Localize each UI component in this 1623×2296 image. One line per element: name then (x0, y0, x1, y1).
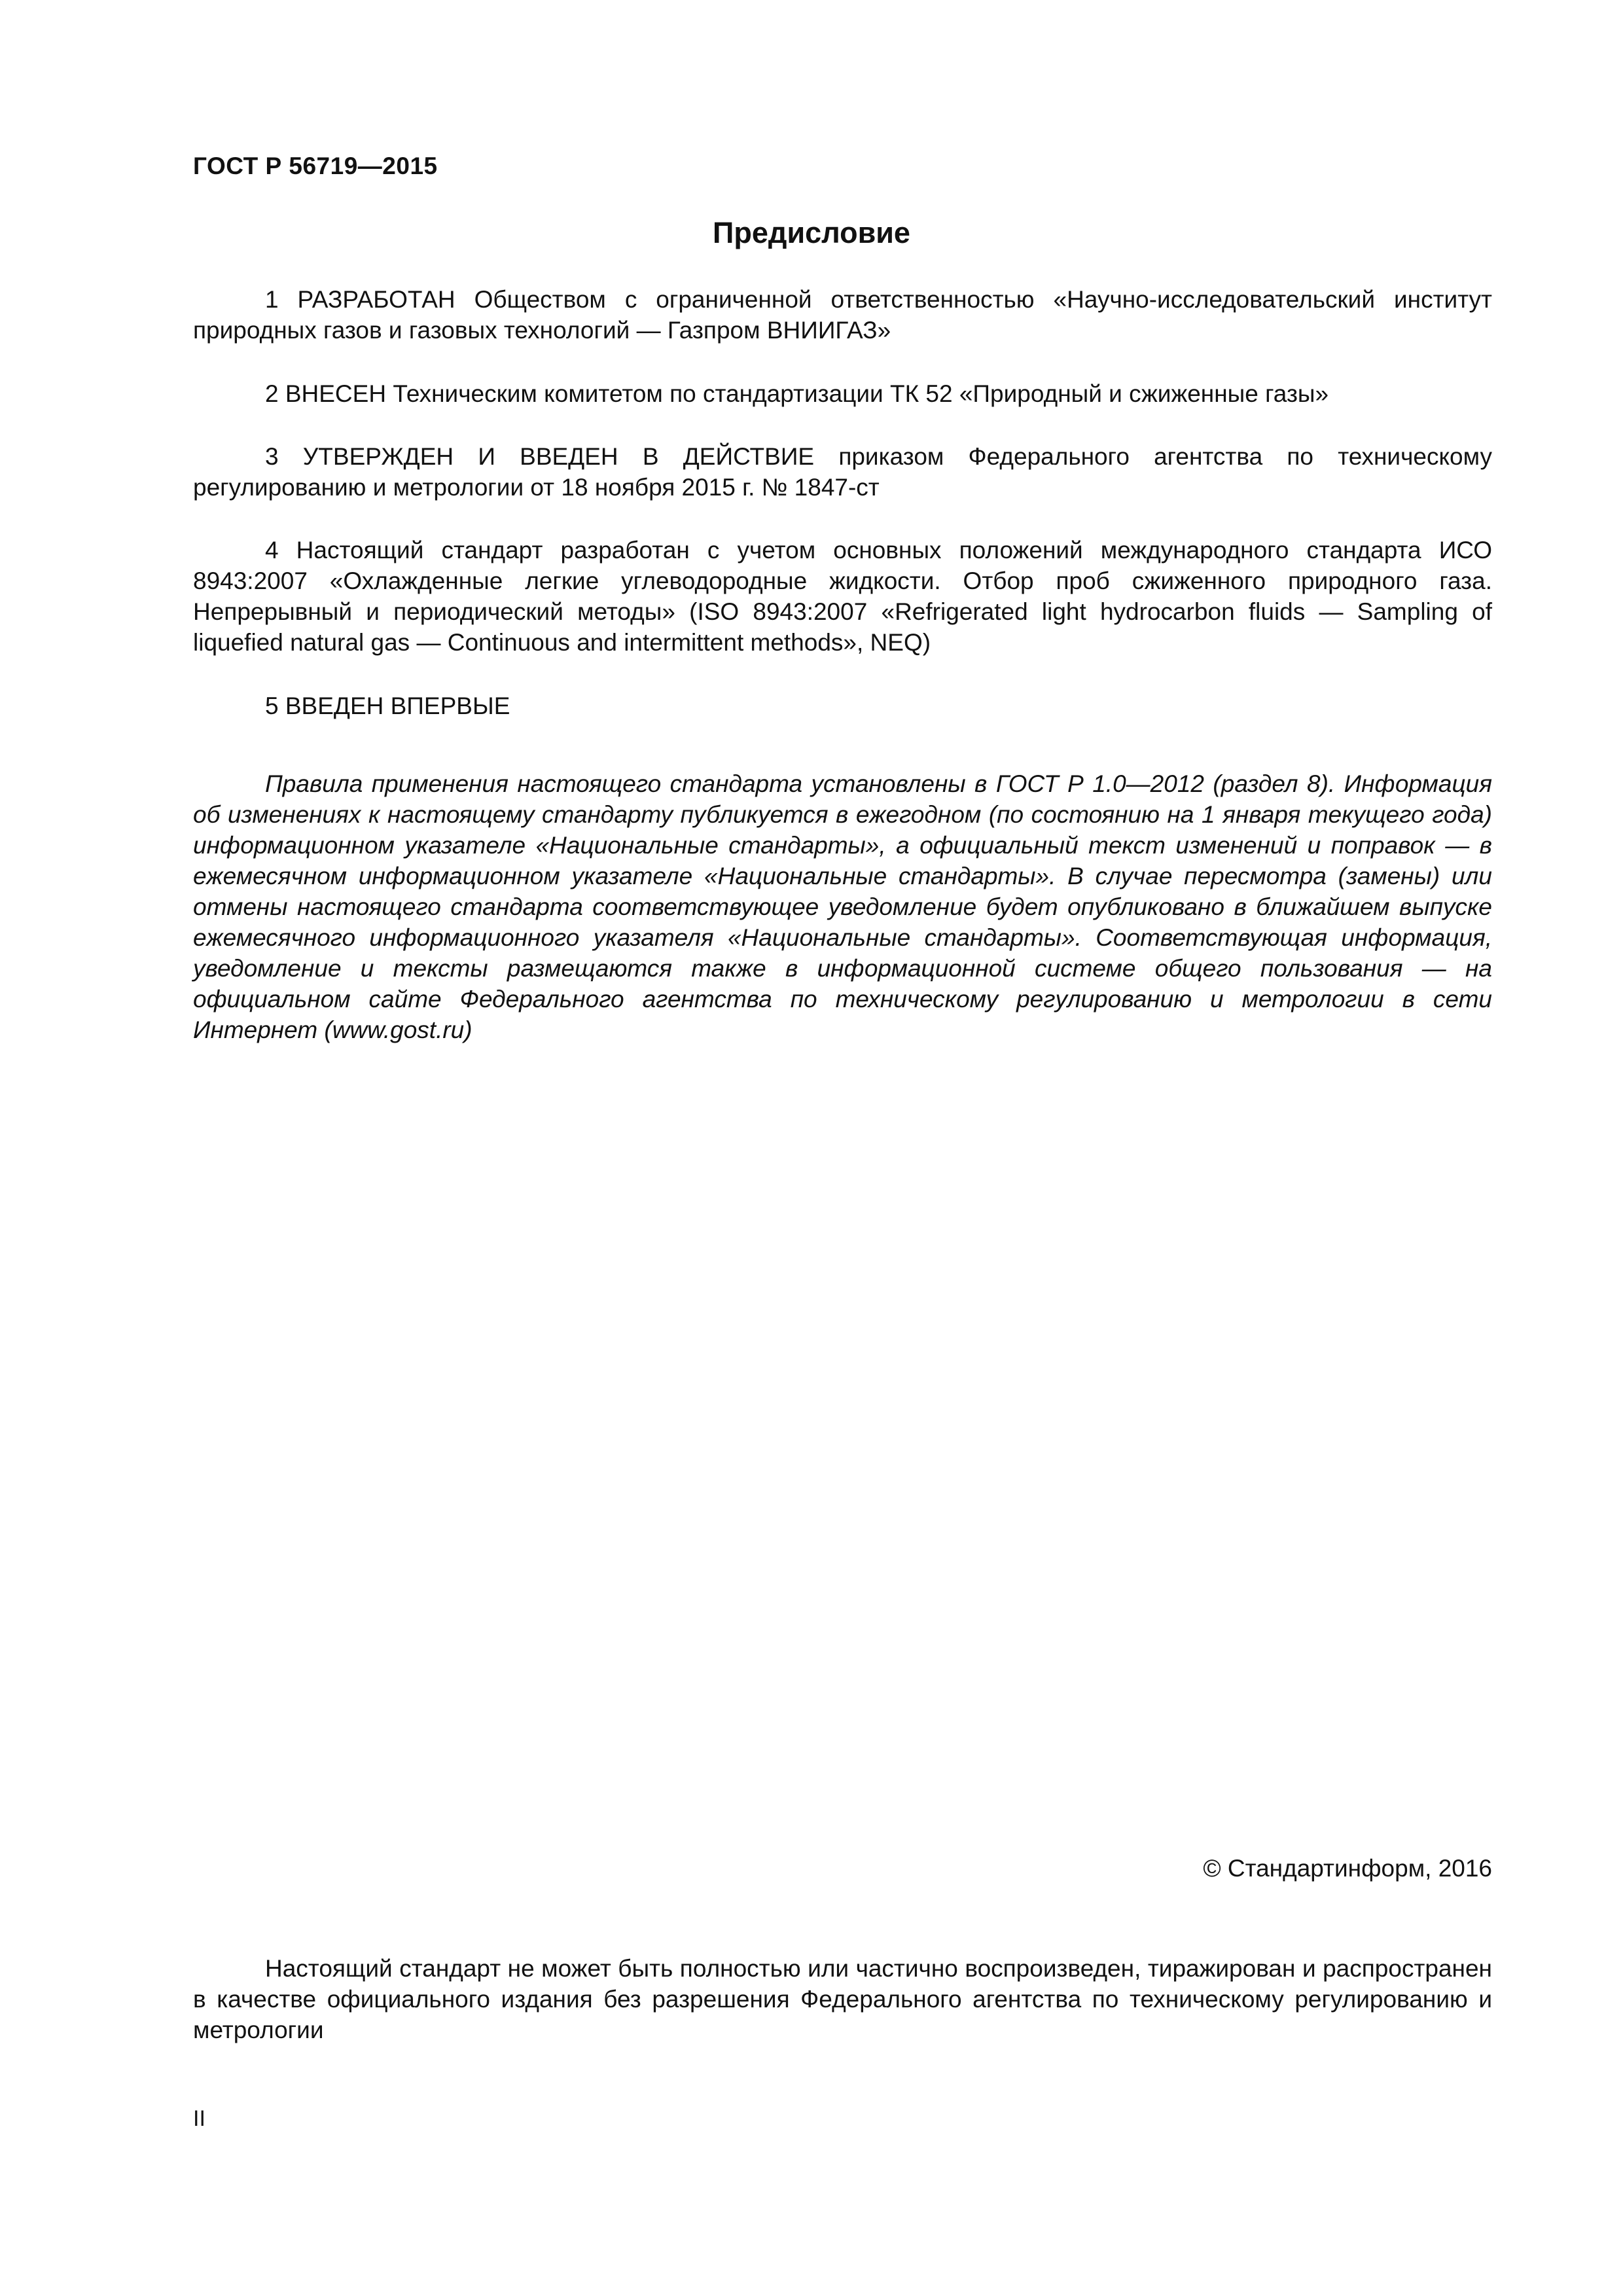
paragraph-first-introduced: 5 ВВЕДЕН ВПЕРВЫЕ (265, 692, 510, 719)
paragraph-international-basis: 4 Настоящий стандарт разработан с учетом основных положений международного стандарта ИСО 8943:2007 «Охлажденные легкие углеводородные жидкости. Отбор проб сжиженного природного газа. Непрерывный и периодический методы» (ISO 8943:2007 «Refrigerated light hydrocarbon fluids — Sampling of liquefied natural gas — Continuous and intermittent methods», NEQ) (193, 537, 1492, 656)
paragraph-submitted-by: 2 ВНЕСЕН Техническим комитетом по стандартизации ТК 52 «Природный и сжиженные газы» (265, 380, 1329, 407)
reproduction-notice: Настоящий стандарт не может быть полностью или частично воспроизведен, тиражирован и распространен в качестве официального издания без разрешения Федерального агентства по техническому регулированию и метрологии (193, 1955, 1492, 2043)
copyright: © Стандартинформ, 2016 (1203, 1855, 1492, 1882)
paragraph-developed-by: 1 РАЗРАБОТАН Обществом с ограниченной ответственностью «Научно-исследовательский институт природных газов и газовых технологий — Газпром ВНИИГАЗ» (193, 286, 1492, 344)
page-number: II (193, 2106, 205, 2131)
rules-note: Правила применения настоящего стандарта установлены в ГОСТ Р 1.0—2012 (раздел 8). Информация об изменениях к настоящему стандарту публикуется в ежегодном (по состоянию на 1 января текущего года) информационном указателе «Национальные стандарты», а официальный текст изменений и поправок — в ежемесячном информационном указателе «Национальные стандарты». В случае пересмотра (замены) или отмены настоящего стандарта соответствующее уведомление будет опубликовано в ближайшем выпуске ежемесячного информационного указателя «Национальные стандарты». Соответствующая информация, уведомление и тексты размещаются также в информационной системе общего пользования — на официальном сайте Федерального агентства по техническому регулированию и метрологии в сети Интернет (www.gost.ru) (193, 770, 1492, 1043)
page-title: Предисловие (713, 216, 910, 249)
paragraph-approved: 3 УТВЕРЖДЕН И ВВЕДЕН В ДЕЙСТВИЕ приказом Федерального агентства по техническому регулированию и метрологии от 18 ноября 2015 г. № 1847-ст (193, 443, 1492, 501)
standard-code: ГОСТ Р 56719—2015 (193, 152, 438, 179)
